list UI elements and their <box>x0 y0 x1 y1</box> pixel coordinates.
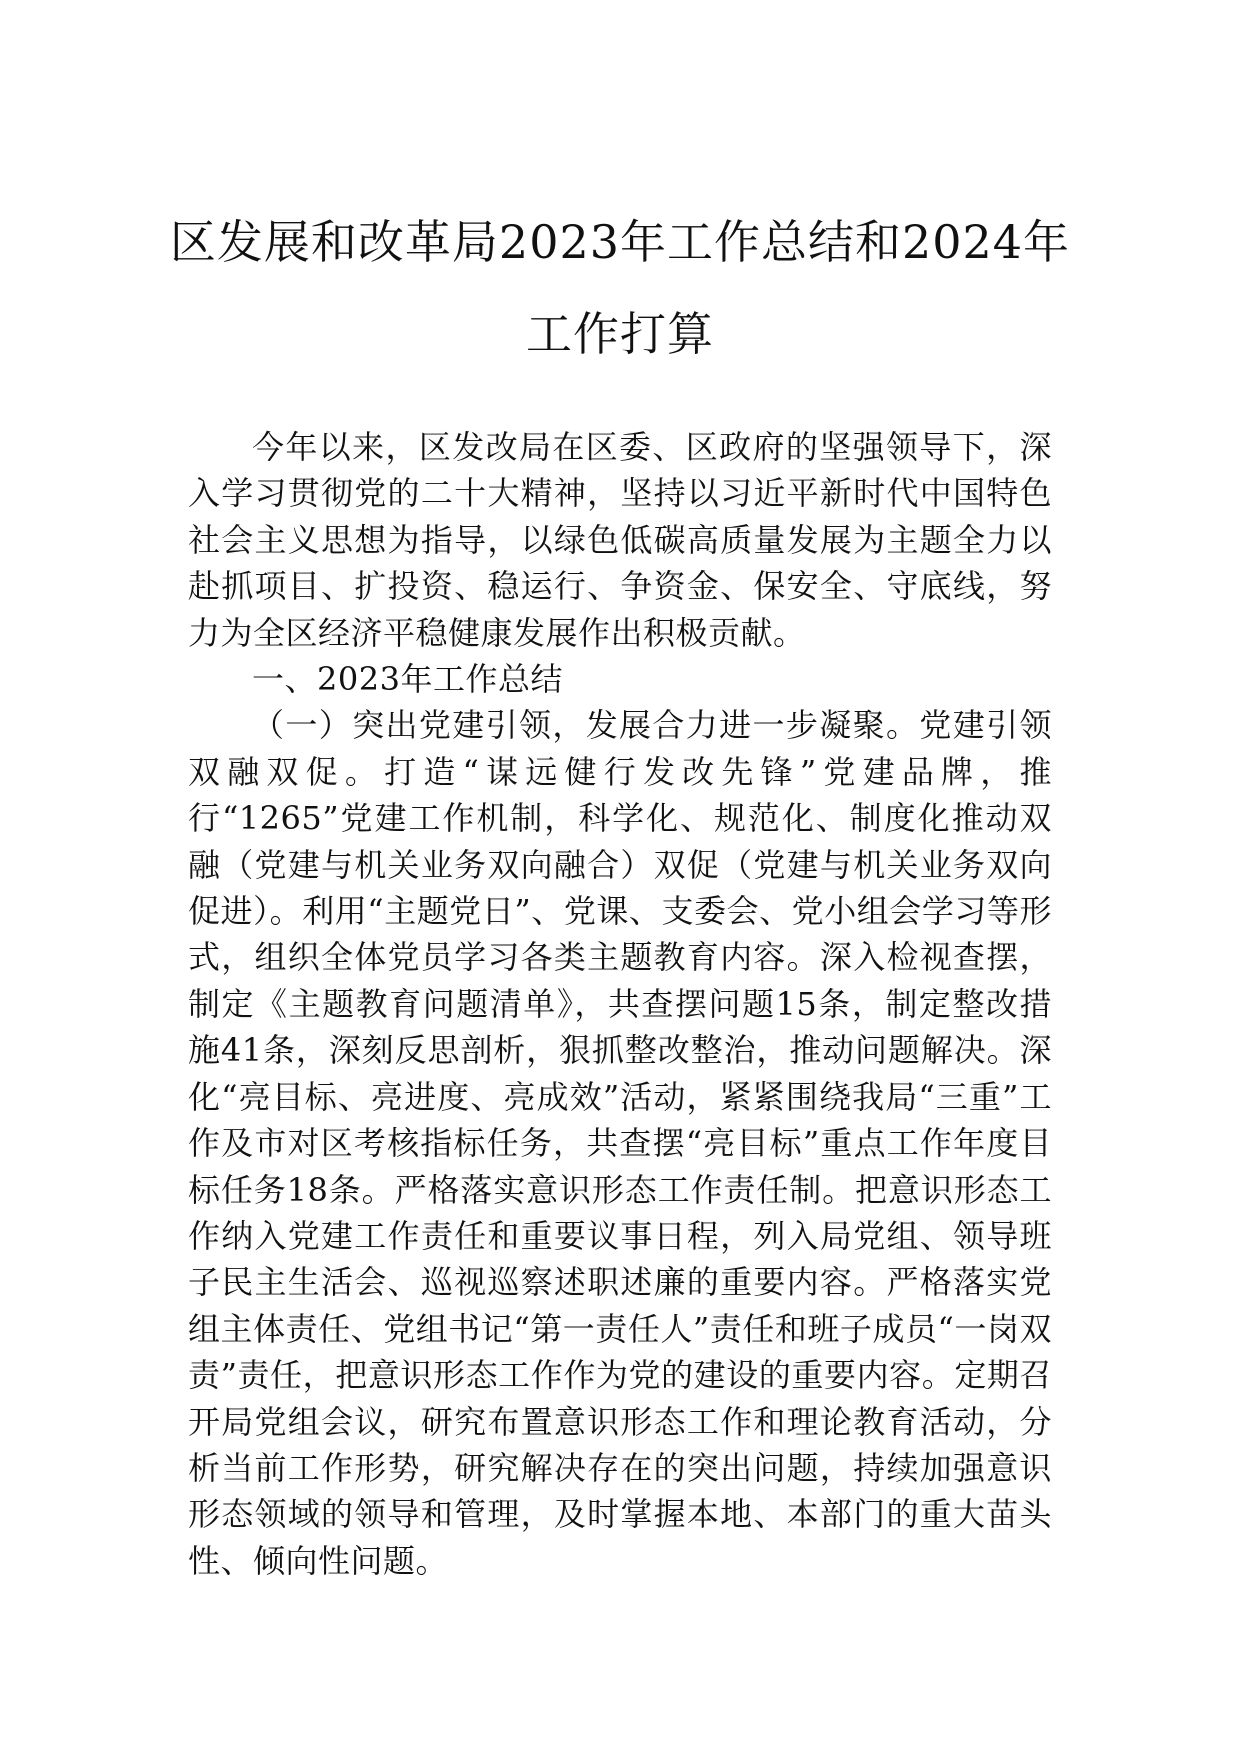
section-heading: 一、2023年工作总结 <box>252 660 563 699</box>
document-title-line-1: 区发展和改革局2023年工作总结和2024年 <box>169 215 1071 269</box>
intro-paragraph: 今年以来，区发改局在区委、区政府的坚强领导下，深入学习贯彻党的二十大精神，坚持以习近平新时代中国特色社会主义思想为指导，以绿色低碳高质量发展为主题全力以赴抓项目、扩投资、稳运行、争资金、保安全、守底线，努力为全区经济平稳健康发展作出积极贡献。 <box>188 428 1052 652</box>
document-body <box>188 424 1052 1584</box>
document-title-line-2: 工作打算 <box>526 307 714 361</box>
body-paragraph: （一）突出党建引领，发展合力进一步凝聚。党建引领双融双促。打造“谋远健行发改先锋”党建品牌，推行“1265”党建工作机制，科学化、规范化、制度化推动双融（党建与机关业务双向融合）双促（党建与机关业务双向促进）。利用“主题党日”、党课、支委会、党小组会学习等形式，组织全体党员学习各类主题教育内容。深入检视查摆，制定《主题教育问题清单》，共查摆问题15条，制定整改措施41条，深刻反思剖析，狠抓整改整治，推动问题解决。深化“亮目标、亮进度、亮成效”活动，紧紧围绕我局“三重”工作及市对区考核指标任务，共查摆“亮目标”重点工作年度目标任务18条。严格落实意识形态工作责任制。把意识形态工作纳入党建工作责任和重要议事日程，列入局党组、领导班子民主生活会、巡视巡察述职述廉的重要内容。严格落实党组主体责任、党组书记“第一责任人”责任和班子成员“一岗双责”责任，把意识形态工作作为党的建设的重要内容。定期召开局党组会议，研究布置意识形态工作和理论教育活动，分析当前工作形势，研究解决存在的突出问题，持续加强意识形态领域的领导和管理，及时掌握本地、本部门的重大苗头性、倾向性问题。 <box>188 706 1052 1580</box>
